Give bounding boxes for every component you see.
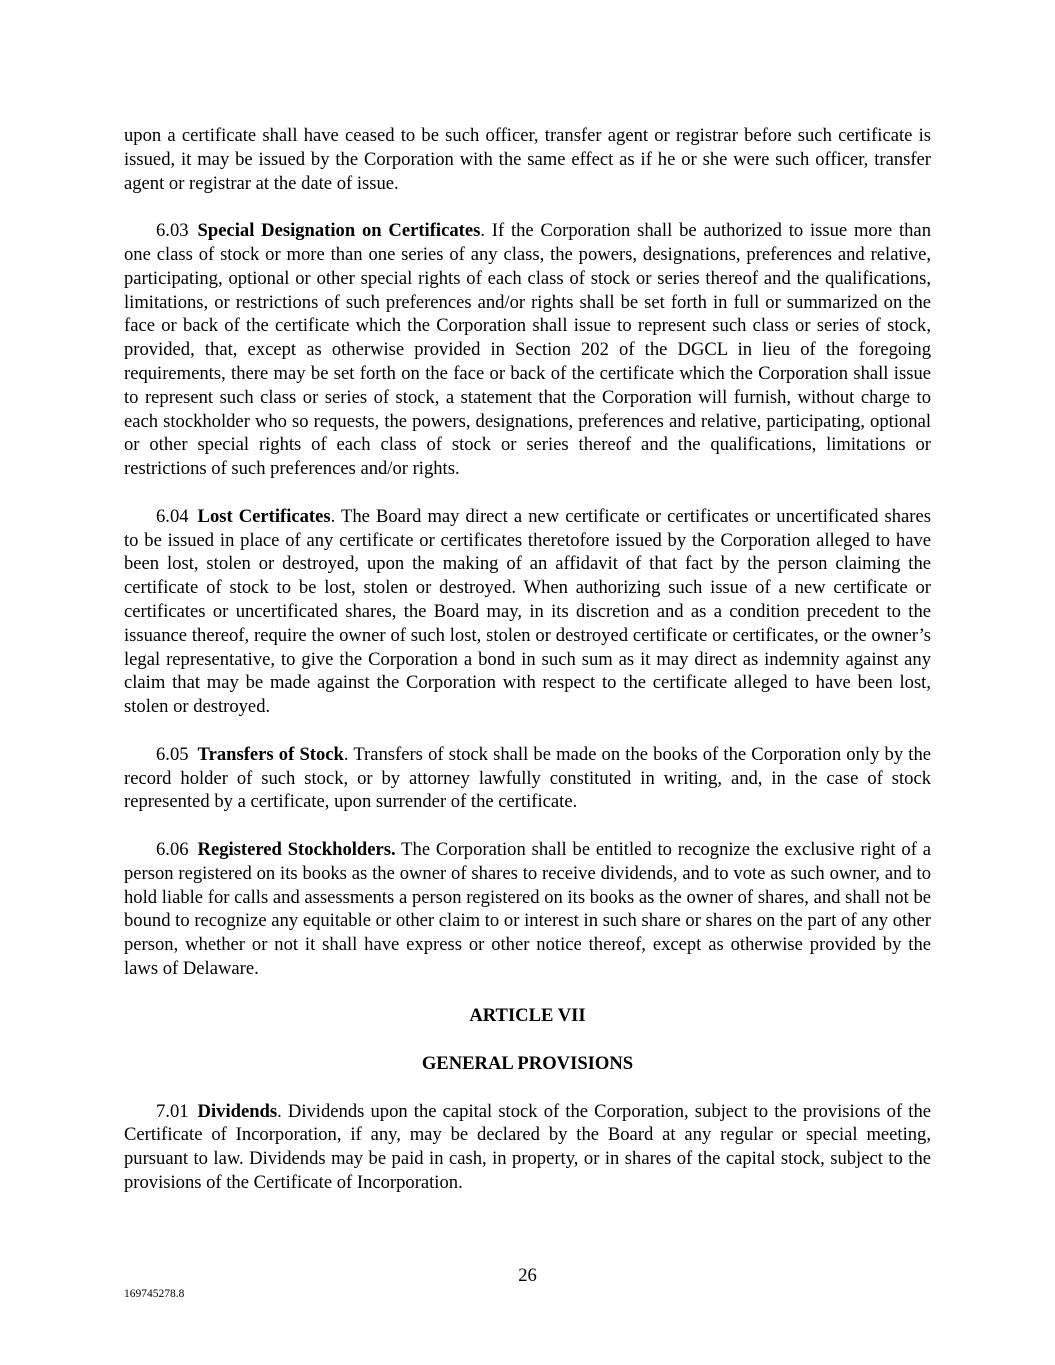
section-heading: Transfers of Stock	[197, 743, 344, 765]
section-text: The Corporation shall be entitled to recognize the exclusive right of a person registered on its books as the owner of shares to receive dividends, and to vote as such owner, and to hold liable for calls and assessments a person registered on its books as the owner of shares, and shall not be bound to recognize any equitable or other claim to or interest in such share or shares on the part of any other person, whether or not it shall have express or other notice thereof, except as otherwise provided by the laws of Delaware.	[124, 838, 931, 979]
section-6-06	[124, 838, 931, 981]
article-title: ARTICLE VII	[469, 1005, 586, 1027]
heading-punctuation: .	[330, 505, 336, 527]
heading-punctuation: .	[343, 743, 349, 765]
section-text: If the Corporation shall be authorized to issue more than one class of stock or more than one series of any class, the powers, designations, preferences and relative, participating, optional or other special rights of each class of stock or series thereof and the qualifications, limitations, or restrictions of such preferences and/or rights shall be set forth in full or summarized on the face or back of the certificate which the Corporation shall issue to represent such class or series of stock, provided, that, except as otherwise provided in Section 202 of the DGCL in lieu of the foregoing requirements, there may be set forth on the face or back of the certificate which the Corporation shall issue to represent such class or series of stock, a statement that the Corporation will furnish, without charge to each stockholder who so requests, the powers, designations, preferences and relative, participating, optional or other special rights of each class of stock or series thereof and the qualifications, limitations or restrictions of such preferences and/or rights.	[124, 220, 931, 480]
section-text: Transfers of stock shall be made on the books of the Corporation only by the record holder of such stock, or by attorney lawfully constituted in writing, and, in the case of stock represented by a certificate, upon surrender of the certificate.	[124, 743, 931, 813]
document-id: 169745278.8	[124, 1288, 185, 1300]
section-number: 6.06	[156, 838, 189, 860]
section-number: 6.03	[156, 220, 189, 242]
heading-punctuation: .	[277, 1100, 282, 1122]
section-7-01	[124, 1100, 931, 1195]
document-page	[124, 124, 931, 1219]
section-text: Dividends upon the capital stock of the Corporation, subject to the provisions of the Certificate of Incorporation, if any, may be declared by the Board at any regular or special meeting, pursuant to law. Dividends may be paid in cash, in property, or in shares of the capital stock, subject to the provisions of the Certificate of Incorporation.	[124, 1100, 931, 1194]
section-6-04	[124, 505, 931, 719]
continuation-paragraph: upon a certificate shall have ceased to be such officer, transfer agent or registrar before such certificate is issued, it may be issued by the Corporation with the same effect as if he or she were such officer, transfer agent or registrar at the date of issue.	[124, 125, 931, 194]
article-subtitle: GENERAL PROVISIONS	[421, 1053, 634, 1075]
section-number: 6.05	[156, 743, 189, 765]
page-number: 26	[518, 1265, 537, 1286]
section-heading: Special Designation on Certificates	[197, 220, 481, 242]
section-6-05	[124, 743, 931, 814]
heading-punctuation: .	[480, 220, 485, 242]
section-heading: Lost Certificates	[197, 505, 331, 527]
section-text: The Board may direct a new certificate or certificates or uncertificated shares to be issued in place of any certificate or certificates theretofore issued by the Corporation alleged to have been lost, stolen or destroyed, upon the making of an affidavit of that fact by the person claiming the certificate of stock to be lost, stolen or destroyed. When authorizing such issue of a new certificate or certificates or uncertificated shares, the Board may, in its discretion and as a condition precedent to the issuance thereof, require the owner of such lost, stolen or destroyed certificate or certificates, or the owner’s legal representative, to give the Corporation a bond in such sum as it may direct as indemnity against any claim that may be made against the Corporation with respect to the certificate alleged to have been lost, stolen or destroyed.	[124, 505, 931, 718]
section-number: 7.01	[156, 1100, 189, 1122]
section-heading: Registered Stockholders.	[197, 838, 396, 860]
section-6-03	[124, 219, 931, 481]
section-number: 6.04	[156, 505, 189, 527]
section-heading: Dividends	[197, 1100, 278, 1122]
